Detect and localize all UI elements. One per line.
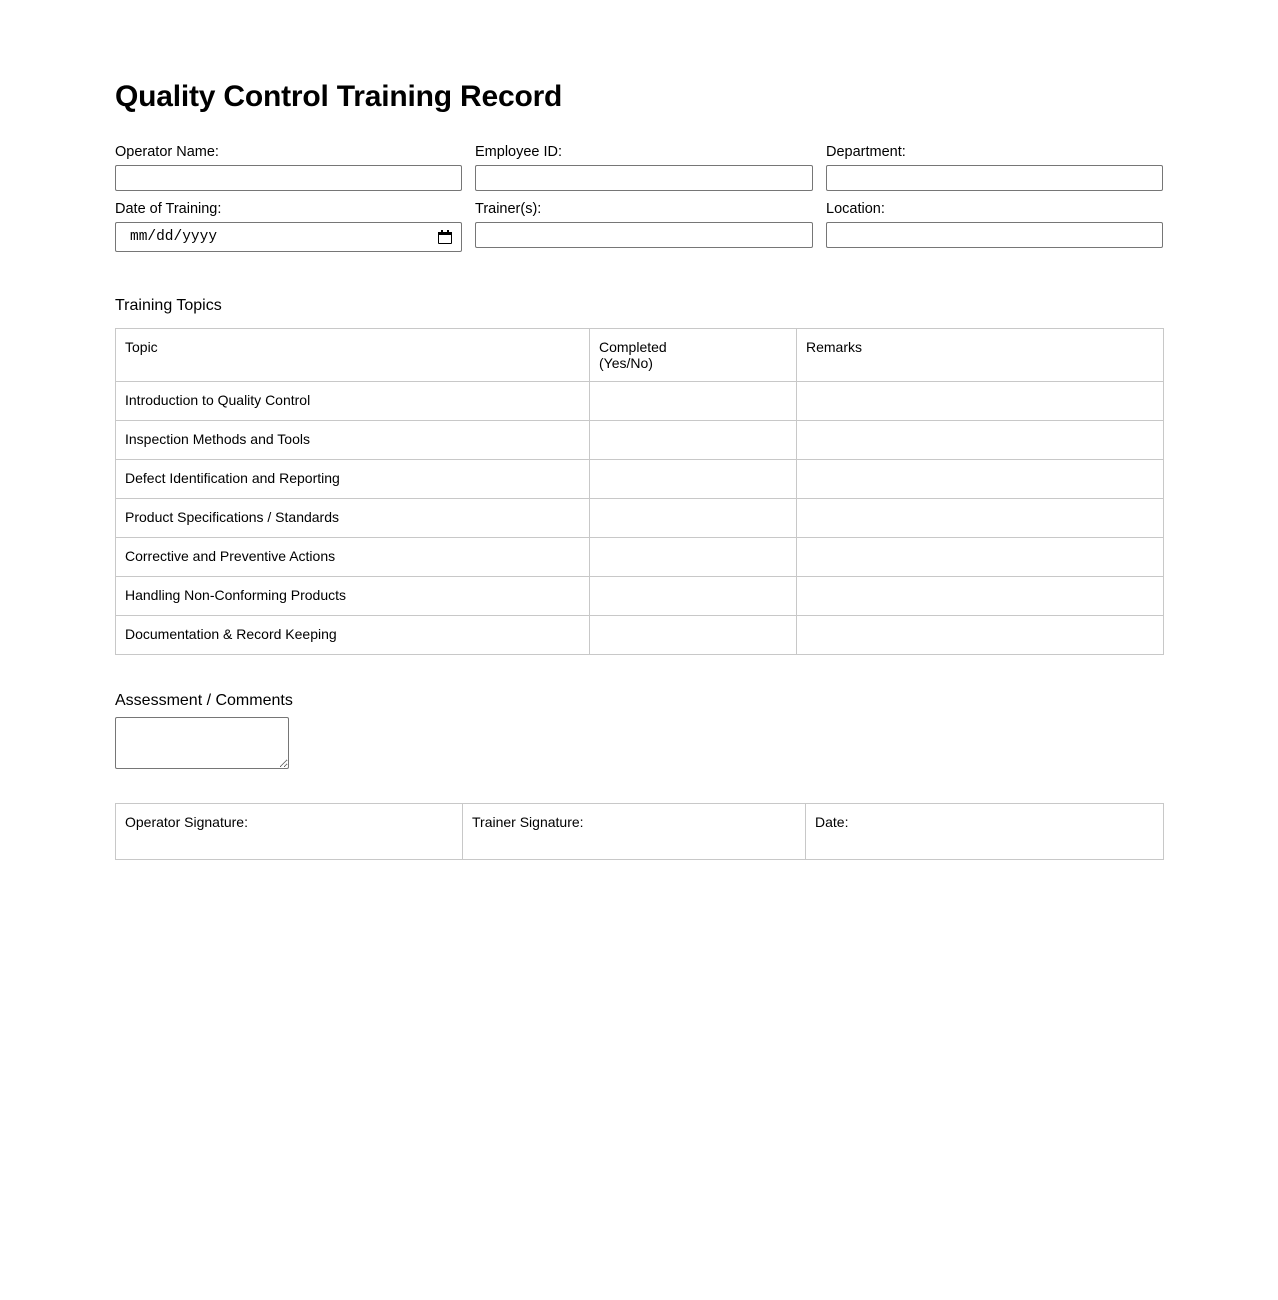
department-label: Department: [826,144,906,160]
training-topics-title: Training Topics [115,297,222,314]
header-completed-line2: (Yes/No) [599,355,653,371]
field-department [826,142,1163,191]
location-input[interactable] [826,222,1163,248]
date-of-training-input[interactable] [115,222,462,252]
topic-label: Handling Non-Conforming Products [116,577,590,616]
table-row [116,499,1164,538]
field-date-of-training [115,199,462,252]
header-remarks: Remarks [797,329,1164,382]
table-row [116,382,1164,421]
date-placeholder-text: mm/dd/yyyy [130,229,218,245]
topic-label: Defect Identification and Reporting [116,460,590,499]
signature-table [115,803,1164,860]
assessment-textarea[interactable] [115,717,289,769]
completed-cell[interactable] [590,499,797,538]
remarks-cell[interactable] [797,460,1164,499]
remarks-cell[interactable] [797,382,1164,421]
table-row [116,538,1164,577]
topic-label: Product Specifications / Standards [116,499,590,538]
assessment-section-title: Assessment / Comments [115,692,293,709]
header-topic: Topic [116,329,590,382]
page-title: Quality Control Training Record [115,80,563,113]
completed-cell[interactable] [590,577,797,616]
remarks-cell[interactable] [797,616,1164,655]
table-row [116,577,1164,616]
operator-name-input[interactable] [115,165,462,191]
field-trainers [475,199,813,252]
table-row [116,460,1164,499]
signature-date-cell[interactable]: Date: [806,804,1164,860]
training-topics-table [115,328,1164,655]
remarks-cell[interactable] [797,538,1164,577]
field-employee-id [475,142,813,191]
table-row [116,616,1164,655]
header-completed [590,329,797,382]
topic-label: Introduction to Quality Control [116,382,590,421]
trainers-input[interactable] [475,222,813,248]
header-completed-line1: Completed [599,339,667,355]
remarks-cell[interactable] [797,577,1164,616]
table-header-row [116,329,1164,382]
operator-signature-cell[interactable]: Operator Signature: [116,804,463,860]
field-location [826,199,1163,252]
department-input[interactable] [826,165,1163,191]
field-row-1 [115,142,1163,191]
trainer-signature-cell[interactable]: Trainer Signature: [463,804,806,860]
topic-label: Documentation & Record Keeping [116,616,590,655]
operator-name-label: Operator Name: [115,144,219,160]
trainers-label: Trainer(s): [475,201,542,217]
employee-id-label: Employee ID: [475,144,563,160]
field-row-2 [115,199,1163,252]
remarks-cell[interactable] [797,421,1164,460]
date-of-training-label: Date of Training: [115,201,222,217]
topic-label: Inspection Methods and Tools [116,421,590,460]
calendar-icon[interactable] [438,230,453,245]
signature-row [116,804,1164,860]
completed-cell[interactable] [590,382,797,421]
completed-cell[interactable] [590,460,797,499]
field-operator-name [115,142,462,191]
completed-cell[interactable] [590,421,797,460]
topic-label: Corrective and Preventive Actions [116,538,590,577]
completed-cell[interactable] [590,616,797,655]
table-row [116,421,1164,460]
completed-cell[interactable] [590,538,797,577]
location-label: Location: [826,201,885,217]
remarks-cell[interactable] [797,499,1164,538]
employee-id-input[interactable] [475,165,813,191]
